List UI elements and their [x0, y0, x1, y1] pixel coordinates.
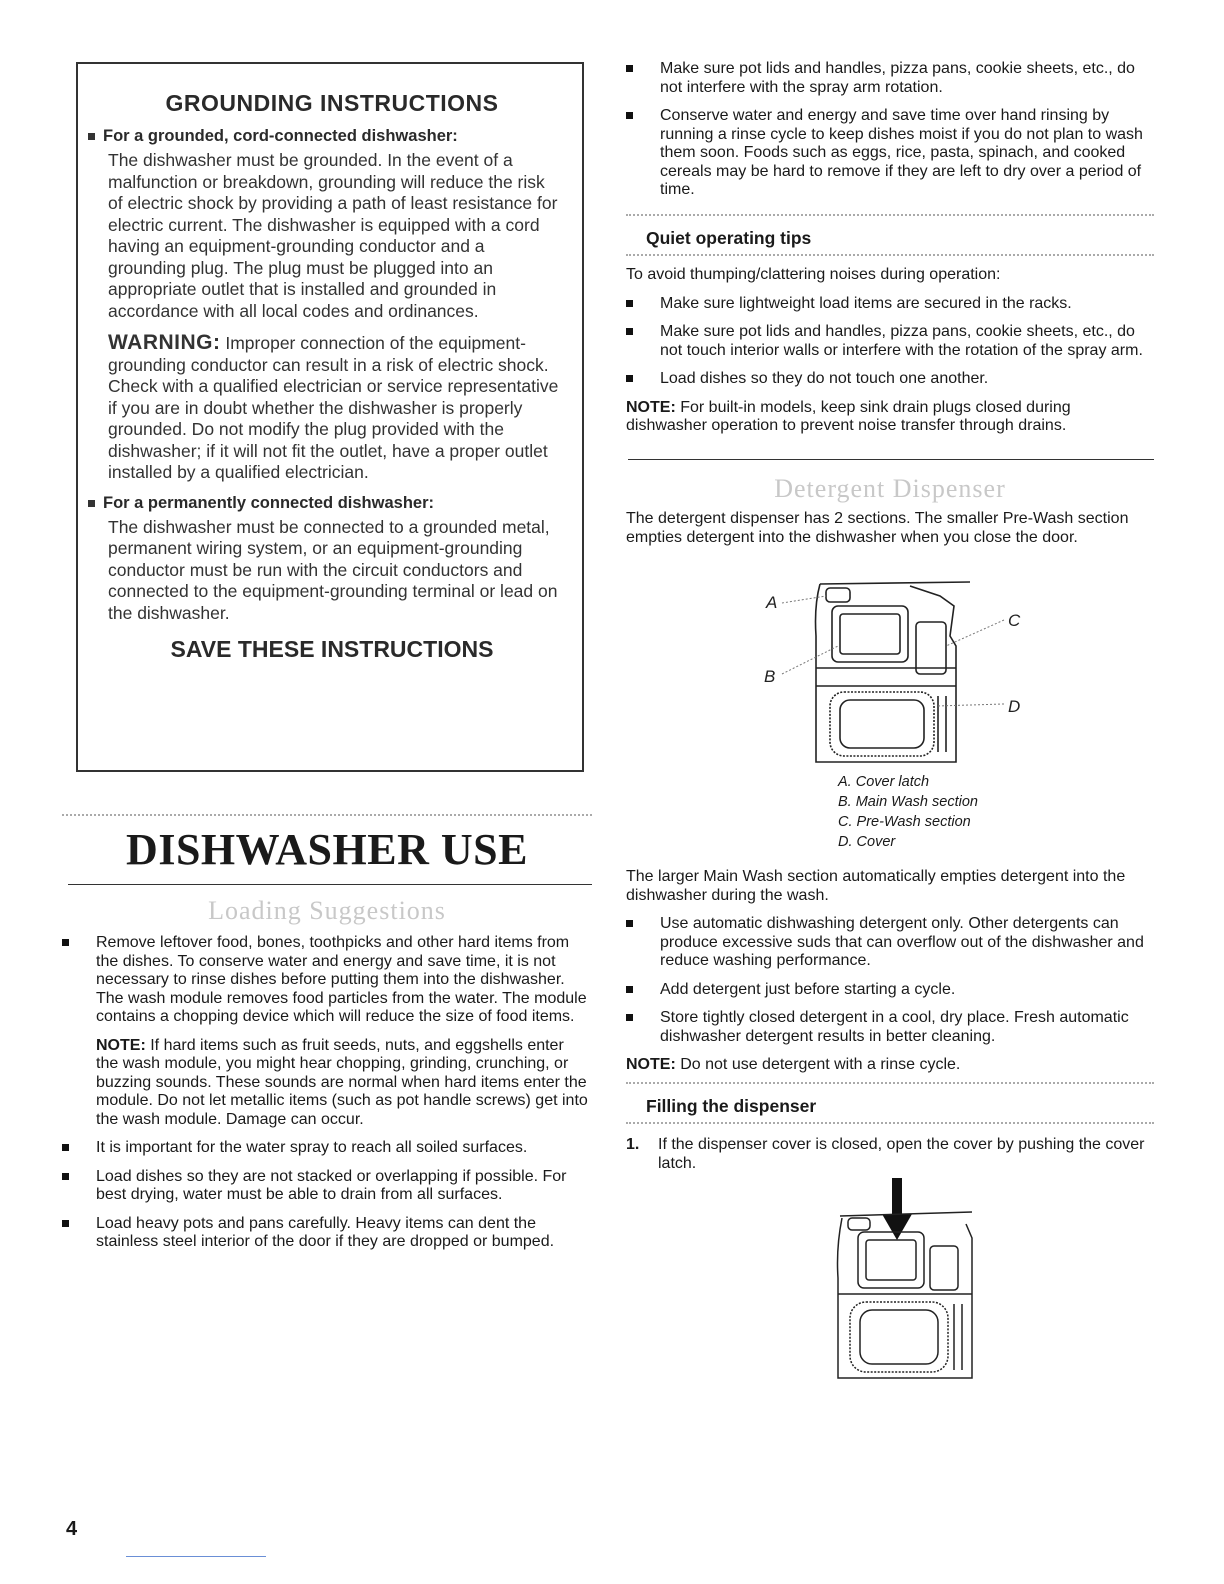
- bullet-icon: [62, 1173, 69, 1180]
- caption-d: D. Cover: [838, 834, 896, 850]
- list-item: Make sure pot lids and handles, pizza pans, cookie sheets, etc., do not touch interior walls or interfere with the rotation of the spray arm.: [626, 323, 1154, 360]
- quiet-intro: To avoid thumping/clattering noises during operation:: [626, 266, 1001, 283]
- loading-suggestions-heading: Loading Suggestions: [208, 896, 446, 925]
- list-item: Load dishes so they are not stacked or overlapping if possible. For best drying, water must be able to drain from all surfaces.: [62, 1168, 590, 1205]
- dispenser-body: [816, 584, 957, 762]
- dispenser-top-edge: [820, 582, 970, 584]
- divider: [626, 214, 1154, 216]
- bullet-icon: [626, 986, 633, 993]
- divider: [628, 459, 1154, 460]
- divider: [626, 1082, 1154, 1084]
- bullet-icon: [626, 300, 633, 307]
- section-title: DISHWASHER USE: [126, 825, 528, 874]
- pre-wash-compartment: [916, 622, 946, 674]
- illustration-captions: [838, 772, 1138, 852]
- main-wash-paragraph: The larger Main Wash section automatically empties detergent into the dishwasher during the wash.: [626, 868, 1126, 904]
- list-item: Load dishes so they do not touch one another.: [626, 370, 1154, 389]
- grounding-subheading-corded: For a grounded, cord-connected dishwasher:: [88, 127, 564, 146]
- bullet-icon: [626, 375, 633, 382]
- list-item: Load heavy pots and pans carefully. Heavy items can dent the stainless steel interior of the door if they are dropped or bumped.: [62, 1215, 590, 1252]
- dispenser-illustration: [760, 576, 1050, 768]
- save-instructions: SAVE THESE INSTRUCTIONS: [170, 636, 494, 662]
- label-a: A: [766, 593, 778, 612]
- caption-c: C. Pre-Wash section: [838, 814, 971, 830]
- note-drain-plugs: NOTE: For built-in models, keep sink drain plugs closed during dishwasher operation to prevent noise transfer through drains.: [626, 398, 1071, 434]
- list-item: Remove leftover food, bones, toothpicks and other hard items from the dishes. To conserve water and energy and save time, it is not necessary to rinse dishes before putting them into the dishwasher. The wash module removes food particles from the water. The module contains a chopping device which will reduce the size of food items.: [62, 934, 590, 1027]
- divider: [626, 254, 1154, 256]
- note-rinse-cycle: NOTE: Do not use detergent with a rinse cycle.: [626, 1056, 961, 1073]
- dispenser-push-illustration: [822, 1178, 982, 1384]
- pre-wash-compartment: [930, 1246, 958, 1290]
- list-item: Add detergent just before starting a cycle.: [626, 981, 1154, 1000]
- bullet-icon: [626, 328, 633, 335]
- filling-dispenser-heading: Filling the dispenser: [646, 1096, 817, 1116]
- list-item: Store tightly closed detergent in a cool, dry place. Fresh automatic dishwasher detergent results in better cleaning.: [626, 1009, 1154, 1046]
- grounding-paragraph-permanent: The dishwasher must be connected to a grounded metal, permanent wiring system, or an equipment-grounding conductor must be run with the circuit conductors and connected to the equipment-grounding terminal or lead on the dishwasher.: [108, 516, 558, 623]
- divider: [62, 814, 592, 816]
- caption-a: A. Cover latch: [838, 774, 930, 790]
- detergent-dispenser-heading: Detergent Dispenser: [774, 474, 1006, 503]
- step-number: 1.: [626, 1136, 640, 1153]
- list-item: Make sure lightweight load items are secured in the racks.: [626, 295, 1154, 314]
- bullet-icon: [626, 920, 633, 927]
- divider: [68, 884, 592, 885]
- bullet-icon: [626, 1014, 633, 1021]
- list-item: Use automatic dishwashing detergent only. Other detergents can produce excessive suds that can overflow out of the dishwasher and reduce washing performance.: [626, 915, 1154, 971]
- bullet-icon: [62, 1220, 69, 1227]
- grounding-title: GROUNDING INSTRUCTIONS: [165, 90, 499, 116]
- grounding-warning: WARNING: Improper connection of the equipment-grounding conductor can result in a risk of electric shock. Check with a qualified electrician or service representative if you are in doubt whether the dishwasher is properly grounded. Do not modify the plug provided with the dishwasher; if it will not fit the outlet, have a proper outlet installed by a qualified electrician.: [108, 331, 559, 482]
- grounding-paragraph-corded: The dishwasher must be grounded. In the event of a malfunction or breakdown, grounding will reduce the risk of electric shock by providing a path of least resistance for electric current. The dishwasher is equipped with a cord having an equipment-grounding conductor and a grounding plug. The plug must be plugged into an appropriate outlet that is installed and grounded in accordance with all local codes and ordinances.: [108, 150, 558, 321]
- footer-rule: [126, 1556, 266, 1557]
- label-c: C: [1008, 611, 1021, 630]
- bullet-icon: [62, 1144, 69, 1151]
- grounding-instructions-box: [76, 62, 584, 772]
- bullet-icon: [88, 133, 95, 140]
- note-wash-module: NOTE: If hard items such as fruit seeds, nuts, and eggshells enter the wash module, you might hear chopping, grinding, crunching, or buzzing sounds. These sounds are normal when hard items enter the module. Do not let metallic items (such as pot handle screws) get into the wash module. Damage can occur.: [96, 1036, 588, 1128]
- divider: [626, 1122, 1154, 1124]
- leader-line-b: [782, 646, 838, 674]
- bullet-icon: [626, 65, 633, 72]
- list-item: It is important for the water spray to reach all soiled surfaces.: [62, 1139, 590, 1158]
- cover-latch-shape: [826, 588, 850, 602]
- detergent-intro: The detergent dispenser has 2 sections. The smaller Pre-Wash section empties detergent into the dishwasher when you close the door.: [626, 510, 1129, 546]
- caption-b: B. Main Wash section: [838, 794, 978, 810]
- leader-line-a: [782, 596, 826, 603]
- label-d: D: [1008, 697, 1021, 716]
- step-1: 1. If the dispenser cover is closed, open the cover by pushing the cover latch.: [626, 1136, 1145, 1172]
- quiet-tips-heading: Quiet operating tips: [646, 228, 812, 248]
- bullet-icon: [62, 939, 69, 946]
- list-item: Conserve water and energy and save time over hand rinsing by running a rinse cycle to keep dishes moist if you do not plan to wash them soon. Foods such as eggs, rice, pasta, spinach, and cooked cereals may be hard to remove if they are left to dry over a period of time.: [626, 107, 1154, 200]
- bullet-icon: [88, 500, 95, 507]
- grounding-subheading-permanent: For a permanently connected dishwasher:: [88, 494, 564, 513]
- leader-line-c: [946, 620, 1004, 646]
- list-item: Make sure pot lids and handles, pizza pans, cookie sheets, etc., do not interfere with the spray arm rotation.: [626, 60, 1154, 97]
- page-number: 4: [66, 1518, 78, 1540]
- push-arrow-icon: [882, 1178, 912, 1240]
- bullet-icon: [626, 112, 633, 119]
- cover-latch-shape: [848, 1218, 870, 1230]
- label-b: B: [764, 667, 776, 686]
